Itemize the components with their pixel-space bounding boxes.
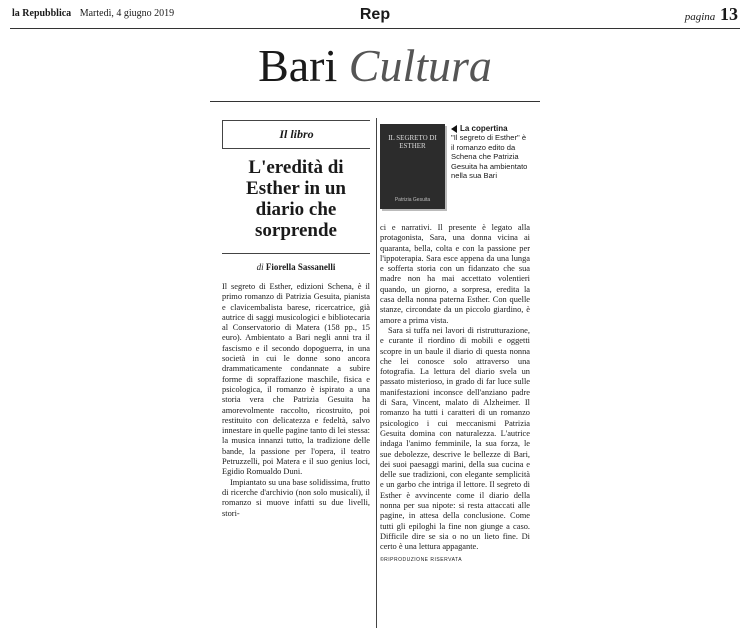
article-body-col2	[380, 223, 530, 553]
page-label: pagina	[684, 11, 716, 23]
rights-notice: ©RIPRODUZIONE RISERVATA	[380, 556, 463, 563]
cover-author: Patrizia Gesuita	[394, 197, 431, 203]
headline-divider	[222, 253, 370, 254]
cover-caption	[451, 124, 530, 209]
article-headline: L'eredità di Esther in un diario che sorprende	[246, 157, 346, 241]
caption-text: "Il segreto di Esther" è il romanzo edito da Schena che Patrizia Gesuita ha ambientato nella sua Bari	[451, 133, 528, 181]
section-title	[0, 40, 750, 92]
body-paragraph: Sara si tuffa nei lavori di ristrutturazione, e curante il riordino di mobili e oggetti scopre in un baule il diario di questa nonna che lei conosce solo attraverso una fotografia. La lettura del diario svela un passato misterioso, in grado di far luce sulle manifestazioni inconsce dell'anziano padre di Sara, Vincent, malato di Alzheimer. Il romanzo ha tutti i caratteri di un romanzo psicologico i cui meccanismi Patrizia Gesuita domina con naturalezza. L'autrice indaga l'animo femminile, la sua forza, le sue debolezze, descrive le bellezze di Bari, dei suoi paesaggi marini, della sua cucina e delle sue tradizioni, con elegante semplicità e un garbo che intriga il lettore. Il segreto di Esther è avvincente come il diario della nonna per sua nipote: si resta attaccati alle pagine, in attesa della conclusione. Come tutti gli epiloghi la fine non giunge a caso. Difficile dire se sia o no un lieto fine. Di certo è una lettura appagante.	[380, 325, 530, 552]
kicker-divider	[222, 148, 370, 149]
body-paragraph: Impiantato su una base solidissima, frutto di ricerche d'archivio (non solo musicali), il romanzo si muove infatti su due livelli, stori-	[222, 477, 370, 518]
newspaper-name: la Repubblica	[12, 8, 72, 19]
article-body-col1	[222, 282, 370, 519]
kicker-box	[222, 120, 370, 148]
cover-figure	[380, 124, 530, 209]
caption-title: La copertina	[460, 124, 508, 133]
section-divider	[210, 101, 540, 102]
cover-title: IL SEGRETO DI ESTHER	[388, 134, 437, 150]
byline-prefix: di	[256, 262, 264, 272]
article-column-1	[222, 120, 370, 519]
brand-label: Rep	[359, 6, 391, 23]
column-divider	[376, 118, 377, 628]
page-number: 13	[720, 4, 738, 24]
book-cover-image	[380, 124, 445, 209]
article-byline	[222, 262, 370, 272]
section-city: Bari	[258, 40, 338, 91]
article-column-2	[380, 120, 530, 563]
article-kicker: Il libro	[279, 127, 314, 141]
byline-author: Fiorella Sassanelli	[265, 262, 336, 272]
page-indicator	[685, 4, 738, 25]
issue-date: Martedì, 4 giugno 2019	[79, 8, 175, 19]
arrow-left-icon	[451, 125, 457, 133]
body-paragraph: ci e narrativi. Il presente è legato alla protagonista, Sara, una donna vicina ai quaranta, bella, colta e con la passione per l'ippoterapia. Sara esce appena da una lunga e sofferta storia con un fidanzato che sua madre non ha mai accettato volentieri quando, un giorno, a sorpresa, eredita la casa della nonna paterna Esther. Con quelle stanze, circondate da un piccolo giardino, è amore a prima vista.	[380, 223, 530, 325]
body-paragraph: Il segreto di Esther, edizioni Schena, è il primo romanzo di Patrizia Gesuita, pianista e clavicembalista barese, ricercatrice, già autrice di saggi musicologici e bibliotecaria al Conservatorio di Matera (158 pp., 15 euro). Ambientato a Bari negli anni tra il fascismo e il secondo dopoguerra, in una società in cui le donne sono ancora drammaticamente condannate a subire forme di sopraffazione maschile, fisica e psicologica, il romanzo è ispirato a una storia vera che Patrizia Gesuita ha amorevolmente raccolto, ricostruito, poi restituito con delicatezza e fedeltà, salvo innestare in quelle pagine tanto di lei stessa: la musica innanzi tutto, la tradizione delle bande, la passione per l'opera, il teatro Petruzzelli, poi Matera e il suo genius loci, Egidio Romualdo Duni.	[222, 282, 370, 477]
header-divider	[10, 28, 740, 29]
section-name: Cultura	[348, 40, 492, 91]
